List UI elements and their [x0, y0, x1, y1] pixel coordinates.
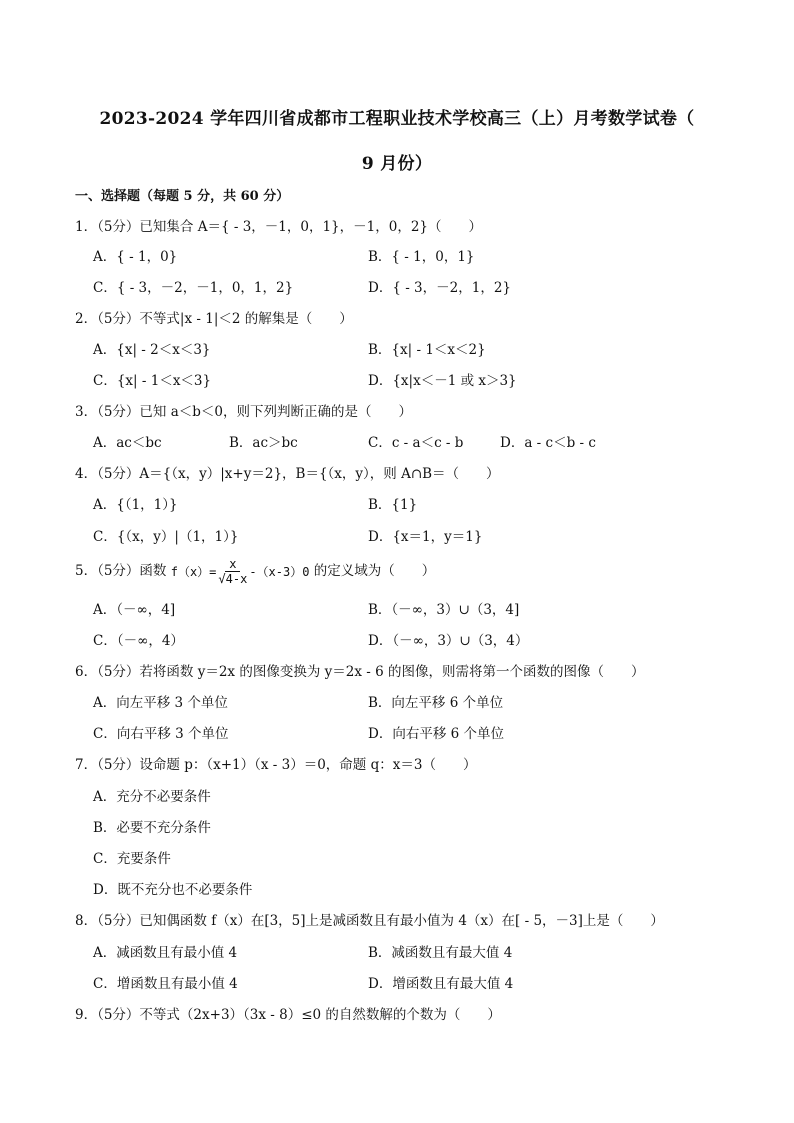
question-4-option-d: D．{x＝1，y＝1} — [368, 529, 483, 545]
question-1-option-c: C．{ - 3，－2，－1，0，1，2} — [93, 280, 294, 296]
exam-title-line2: 9 月份） — [361, 154, 433, 174]
question-4-stem: 4．（5分）A＝{（x，y）|x+y＝2}，B＝{（x，y），则 A∩B＝（ ） — [75, 466, 500, 482]
question-6-option-c: C．向右平移 3 个单位 — [93, 726, 229, 742]
section-heading: 一、选择题（每题 5 分，共 60 分） — [75, 189, 290, 204]
question-1-stem: 1．（5分）已知集合 A＝{ - 3，－1，0，1}，－1，0，2}（ ） — [75, 219, 483, 235]
question-3-option-a: A．ac＜bc — [93, 435, 162, 451]
question-2-option-d: D．{x|x＜－1 或 x＞3} — [368, 373, 517, 389]
question-7-stem: 7．（5分）设命题 p：（x+1）（x - 3）＝0，命题 q：x＝3（ ） — [75, 757, 477, 773]
question-4-option-a: A．{（1，1）} — [93, 497, 178, 513]
question-8-option-a: A．减函数且有最小值 4 — [93, 945, 238, 961]
question-6-option-d: D．向右平移 6 个单位 — [368, 726, 504, 742]
question-8-stem: 8．（5分）已知偶函数 f（x）在[3，5]上是减函数且有最小值为 4（x）在[ - 5，－3]上是（ ） — [75, 913, 664, 929]
question-7-option-d: D．既不充分也不必要条件 — [93, 882, 253, 898]
formula-function-name: f（x）= — [170, 564, 217, 579]
question-4-option-b: B．{1} — [368, 497, 418, 513]
question-3-option-d: D．a - c＜b - c — [500, 435, 596, 451]
question-5-option-c: C．（－∞，4） — [93, 633, 184, 649]
fraction-denominator: √4-x — [218, 571, 248, 586]
question-7-option-c: C．充要条件 — [93, 851, 171, 867]
question-2-stem: 2．（5分）不等式|x - 1|＜2 的解集是（ ） — [75, 311, 353, 327]
question-8-option-c: C．增函数且有最小值 4 — [93, 976, 238, 992]
formula-fraction — [218, 558, 247, 586]
question-1-option-a: A．{ - 1，0} — [93, 249, 178, 265]
formula-remainder: -（x-3） — [249, 564, 303, 579]
question-6-option-a: A．向左平移 3 个单位 — [93, 695, 228, 711]
question-8-option-d: D．增函数且有最大值 4 — [368, 976, 514, 992]
question-2-option-b: B．{x| - 1＜x＜2} — [368, 342, 486, 358]
question-1-option-d: D．{ - 3，－2，1，2} — [368, 280, 512, 296]
question-5-prefix: 5．（5分）函数 — [75, 563, 167, 579]
question-5-option-d: D．（－∞，3）∪（3，4） — [368, 633, 529, 649]
question-6-option-b: B．向左平移 6 个单位 — [368, 695, 504, 711]
question-2-option-a: A．{x| - 2＜x＜3} — [93, 342, 211, 358]
question-7-option-a: A．充分不必要条件 — [93, 789, 211, 805]
question-3-option-b: B．ac＞bc — [229, 435, 298, 451]
question-7-option-b: B．必要不充分条件 — [93, 820, 211, 836]
question-5-option-a: A．（－∞，4] — [93, 602, 176, 618]
question-3-option-c: C．c - a＜c - b — [368, 435, 464, 451]
fraction-numerator: x — [225, 558, 240, 572]
question-2-option-c: C．{x| - 1＜x＜3} — [93, 373, 212, 389]
question-6-stem: 6．（5分）若将函数 y＝2x 的图像变换为 y＝2x - 6 的图像，则需将第一个函数的图像（ ） — [75, 664, 645, 680]
question-4-option-c: C．{（x，y）|（1，1）} — [93, 529, 239, 545]
question-5-option-b: B．（－∞，3）∪（3，4] — [368, 602, 520, 618]
question-9-stem: 9．（5分）不等式（2x+3）（3x - 8）≤0 的自然数解的个数为（ ） — [75, 1007, 501, 1023]
exam-title-line1: 2023-2024 学年四川省成都市工程职业技术学校高三（上）月考数学试卷（ — [99, 109, 695, 129]
question-5-stem — [75, 556, 435, 587]
question-1-option-b: B．{ - 1，0，1} — [368, 249, 475, 265]
formula-exponent: 0 — [302, 564, 310, 579]
question-5-suffix: 的定义域为（ ） — [313, 563, 436, 579]
question-3-stem: 3．（5分）已知 a＜b＜0，则下列判断正确的是（ ） — [75, 404, 412, 420]
question-8-option-b: B．减函数且有最大值 4 — [368, 945, 513, 961]
question-5-formula — [171, 557, 310, 587]
